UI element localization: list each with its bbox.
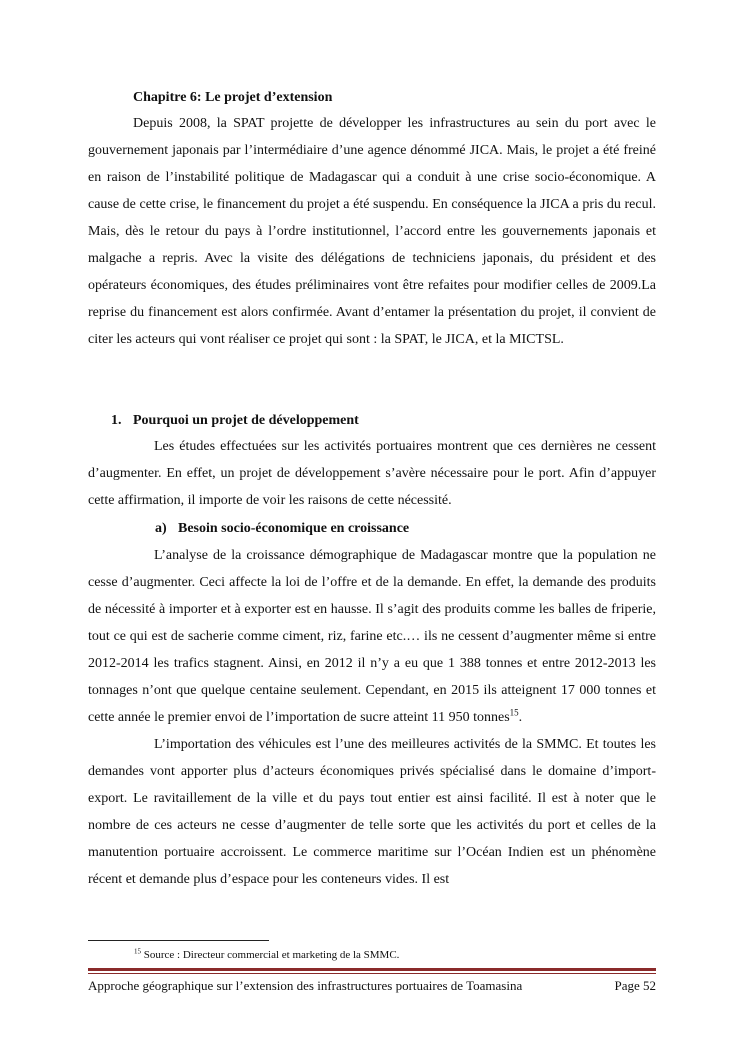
footnote-number: 15 (134, 947, 141, 956)
subsection-a-heading (88, 516, 656, 542)
footnote-reference-15[interactable]: 15 (509, 707, 519, 718)
footer-rule-thick (88, 968, 656, 971)
page-body (88, 86, 656, 893)
footer-running-title: Approche géographique sur l’extension des infrastructures portuaires de Toamasina (88, 978, 523, 993)
subsection-a-paragraph-2: L’importation des véhicules est l’une des meilleures activités de la SMMC. Et toutes les demandes vont apporter plus d’acteurs économiques privés spécialisé dans le domaine d’import-export. Le ravitaillement de la ville et du pays tout entier est ainsi facilité. Il est à noter que le nombre de ces acteurs ne cesse d’augmenter de telle sorte que les activités du port et celles de la manutention portuaire accroissent. Le commerce maritime sur l’Océan Indien est un phénomène récent et demande plus d’espace pour les conteneurs vides. Il est (88, 737, 656, 887)
footer-rule-thin (88, 973, 656, 974)
subsection-a-number: a) (155, 521, 167, 536)
subsection-a-paragraph-1 (88, 542, 656, 731)
section-1-number: 1. (111, 413, 122, 428)
footnote-text: Source : Directeur commercial et marketing de la SMMC. (141, 949, 400, 961)
chapter-intro-paragraph: Depuis 2008, la SPAT projette de développer les infrastructures au sein du port avec le gouvernement japonais par l’intermédiaire d’une agence dénommé JICA. Mais, le projet a été freiné en raison de l’instabilité politique de Madagascar qui a conduit à une crise socio-économique. A cause de cette crise, le financement du projet a été suspendu. En conséquence la JICA a pris du recul. Mais, dès le retour du pays à l’ordre institutionnel, l’accord entre les gouvernements japonais et malgache a repris. Avec la visite des délégations de techniciens japonais, du président et des opérateurs économiques, des études préliminaires vont être refaites pour modifier celles de 2009.La reprise du financement est alors confirmée. Avant d’entamer la présentation du projet, il convient de citer les acteurs qui vont réaliser ce projet qui sont : la SPAT, le JICA, et la MICTSL. (88, 116, 656, 347)
section-1-paragraph: Les études effectuées sur les activités portuaires montrent que ces dernières ne cessent d’augmenter. En effet, un projet de développement s’avère nécessaire pour le port. Afin d’appuyer cette affirmation, il importe de voir les raisons de cette nécessité. (88, 439, 656, 508)
section-1-title: Pourquoi un projet de développement (133, 413, 359, 428)
footnote-15 (134, 948, 399, 962)
footnote-separator (88, 940, 269, 941)
chapter-title: Chapitre 6: Le projet d’extension (133, 90, 333, 105)
subsection-a-paragraph-1-end: . (518, 710, 523, 725)
subsection-a-title: Besoin socio-économique en croissance (178, 521, 410, 536)
footer-page-number: Page 52 (614, 978, 656, 993)
subsection-a-paragraph-1-text: L’analyse de la croissance démographique de Madagascar montre que la population ne cesse d’augmenter. Ceci affecte la loi de l’offre et de la demande. En effet, la demande des produits de nécessité à importer et à exporter est en hausse. Il s’agit des produits comme les balles de friperie, tout ce qui est de sacherie comme ciment, riz, farine etc.… ils ne cessent d’augmenter même si entre 2012-2014 les trafics stagnent. Ainsi, en 2012 il n’y a eu que 1 388 tonnes et entre 2012-2013 les tonnages n’ont que quelque centaine seulement. Cependant, en 2015 ils atteignent 17 000 tonnes et cette année le premier envoi de l’importation de sucre atteint 11 950 tonnes (88, 548, 656, 725)
section-1-heading (88, 409, 656, 433)
